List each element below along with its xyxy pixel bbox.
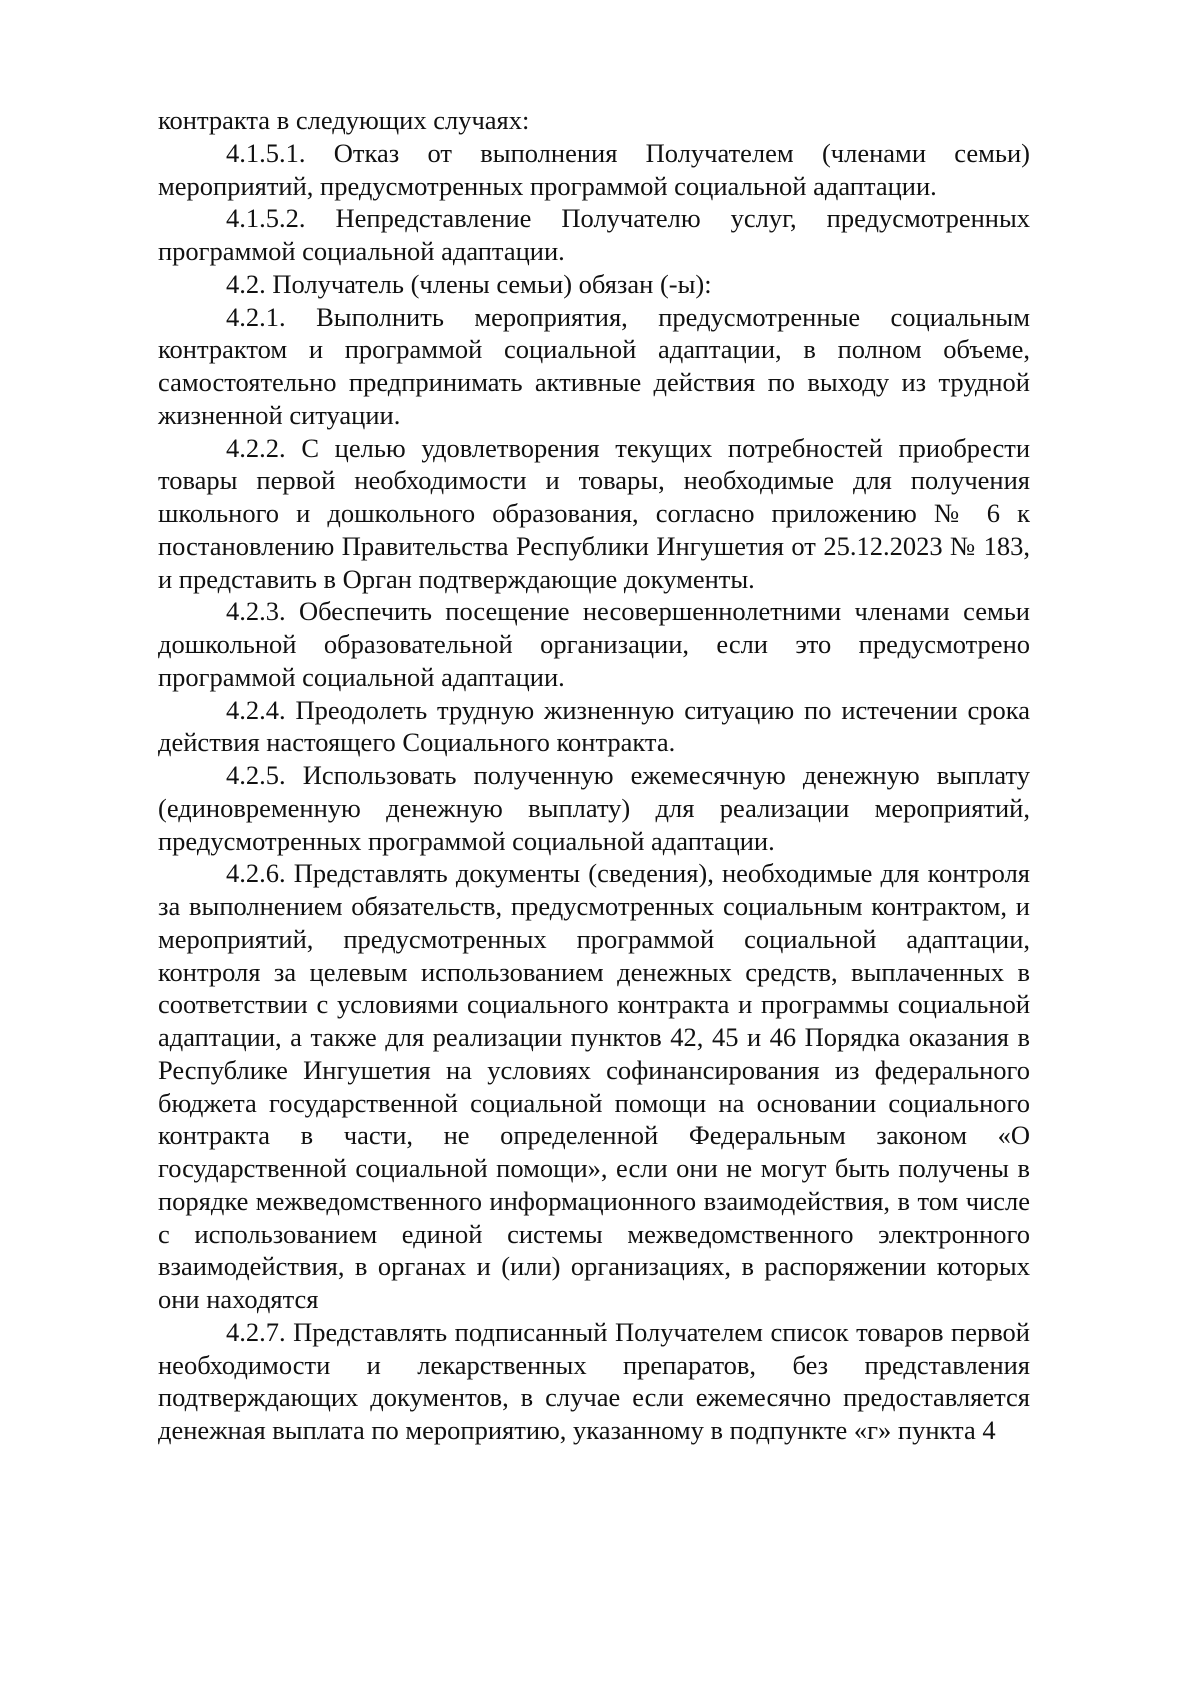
paragraph-4-2-2: 4.2.2. С целью удовлетворения текущих потребностей приобрести товары первой необходимости и товары, необходимые для получения школьного и дошкольного образования, согласно приложению № 6 к постановлению Правительства Республики Ингушетия от 25.12.2023 № 183, и представить в Орган подтверждающие документы.: [158, 432, 1030, 594]
paragraph-4-2-6: 4.2.6. Представлять документы (сведения), необходимые для контроля за выполнением обязательств, предусмотренных социальным контрактом, и мероприятий, предусмотренных программой социальной адаптации, контроля за целевым использованием денежных средств, выплаченных в соответствии с условиями социального контракта и программы социальной адаптации, а также для реализации пунктов 42, 45 и 46 Порядка оказания в Республике Ингушетия на условиях софинансирования из федерального бюджета государственной социальной помощи на основании социального контракта в части, не определенной Федеральным законом «О государственной социальной помощи», если они не могут быть получены в порядке межведомственного информационного взаимодействия, в том числе с использованием единой системы межведомственного электронного взаимодействия, в органах и (или) организациях, в распоряжении которых они находятся: [158, 858, 1030, 1314]
paragraph-4-1-5-2: 4.1.5.2. Непредставление Получателю услуг, предусмотренных программой социальной адаптации.: [158, 203, 1030, 266]
paragraph-4-2-1: 4.2.1. Выполнить мероприятия, предусмотренные социальным контрактом и программой социальной адаптации, в полном объеме, самостоятельно предпринимать активные действия по выходу из трудной жизненной ситуации.: [158, 301, 1030, 430]
paragraph-4-2-5: 4.2.5. Использовать полученную ежемесячную денежную выплату (единовременную денежную выплату) для реализации мероприятий, предусмотренных программой социальной адаптации.: [158, 760, 1030, 856]
document-body: [158, 104, 1030, 1447]
paragraph-4-2-7: 4.2.7. Представлять подписанный Получателем список товаров первой необходимости и лекарственных препаратов, без представления подтверждающих документов, в случае если ежемесячно предоставляется денежная выплата по мероприятию, указанному в подпункте «г» пункта 4: [158, 1316, 1030, 1445]
paragraph-4-2-4: 4.2.4. Преодолеть трудную жизненную ситуацию по истечении срока действия настоящего Социального контракта.: [158, 694, 1030, 758]
paragraph-4-2-3: 4.2.3. Обеспечить посещение несовершеннолетними членами семьи дошкольной образовательной организации, если это предусмотрено программой социальной адаптации.: [158, 596, 1030, 692]
paragraph-4-1-5-1: 4.1.5.1. Отказ от выполнения Получателем (членами семьи) мероприятий, предусмотренных программой социальной адаптации.: [158, 137, 1030, 201]
paragraph-continuation: контракта в следующих случаях:: [158, 105, 530, 135]
paragraph-4-2: 4.2. Получатель (члены семьи) обязан (-ы):: [226, 268, 712, 299]
